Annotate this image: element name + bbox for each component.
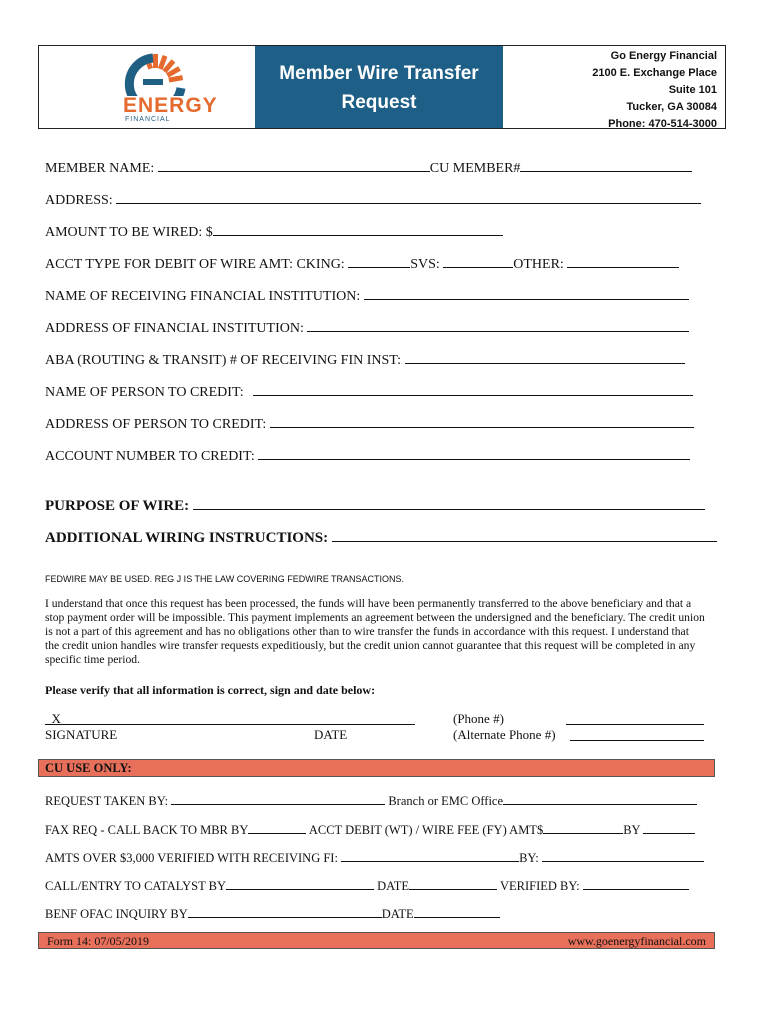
amts-over-label: AMTS OVER $3,000 VERIFIED WITH RECEIVING FI: [45, 851, 338, 865]
logo [39, 46, 255, 128]
member-name-input[interactable] [158, 158, 430, 172]
account-number-row [45, 446, 710, 465]
amount-label: AMOUNT TO BE WIRED: $ [45, 225, 213, 240]
member-name-label: MEMBER NAME: [45, 161, 155, 176]
address-label: ADDRESS: [45, 193, 113, 208]
address-row [45, 190, 710, 209]
form-title [255, 46, 503, 128]
x-mark: _X_ [45, 711, 68, 726]
member-name-row [45, 158, 710, 177]
logo-subtext: FINANCIAL [125, 116, 171, 123]
call-entry-input[interactable] [226, 876, 374, 890]
aba-label: ABA (ROUTING & TRANSIT) # OF RECEIVING FIN INST: [45, 353, 402, 368]
additional-label: ADDITIONAL WIRING INSTRUCTIONS: [45, 530, 329, 546]
purpose-label: PURPOSE OF WIRE: [45, 498, 190, 514]
person-name-row [45, 382, 710, 401]
address-line: Phone: 470-514-3000 [608, 118, 717, 130]
date-label: DATE [314, 727, 348, 742]
request-taken-label: REQUEST TAKEN BY: [45, 794, 169, 808]
receiving-fi-label: NAME OF RECEIVING FINANCIAL INSTITUTION: [45, 289, 361, 304]
amount-input[interactable] [213, 222, 503, 236]
cu-member-input[interactable] [520, 158, 692, 172]
benf-ofac-input[interactable] [188, 904, 382, 918]
person-address-row [45, 414, 710, 433]
request-taken-input[interactable] [171, 791, 385, 805]
person-name-input[interactable] [253, 382, 693, 396]
cu-use-heading: CU USE ONLY: [38, 759, 715, 777]
by-label: BY [623, 823, 641, 837]
call-date-input[interactable] [409, 876, 497, 890]
person-name-label: NAME OF PERSON TO CREDIT: [45, 385, 244, 400]
verified-by-input[interactable] [583, 876, 689, 890]
address-line: Tucker, GA 30084 [626, 101, 717, 113]
aba-input[interactable] [405, 350, 685, 364]
benf-ofac-label: BENF OFAC INQUIRY BY [45, 907, 188, 921]
cu-member-label: CU MEMBER# [429, 161, 521, 176]
person-address-input[interactable] [270, 414, 694, 428]
website-link[interactable]: www.goenergyfinancial.com [567, 934, 706, 948]
amts-over-row [45, 848, 704, 866]
amts-over-input[interactable] [341, 848, 519, 862]
fax-req-row [45, 820, 695, 838]
other-label: OTHER: [513, 257, 564, 272]
fax-req-input[interactable] [248, 820, 306, 834]
amount-row [45, 222, 710, 241]
account-number-label: ACCOUNT NUMBER TO CREDIT: [45, 449, 255, 464]
phone-input[interactable] [566, 711, 704, 725]
receiving-fi-input[interactable] [364, 286, 689, 300]
receiving-fi-row [45, 286, 710, 305]
benf-date-input[interactable] [414, 904, 500, 918]
aba-row [45, 350, 710, 369]
fedwire-note: FEDWIRE MAY BE USED. REG J IS THE LAW COVERING FEDWIRE TRANSACTIONS. [45, 574, 405, 584]
form-number: Form 14: 07/05/2019 [47, 934, 150, 948]
disclaimer-paragraph: I understand that once this request has been processed, the funds will have been permanently transferred to the above beneficiary and that a stop payment order will be impossible. This payment implements an agreement between the undersigned and the beneficiary. The credit union is not a part of this agreement and has no obligations other than to wire transfer the funds in accordance with this request. I understand that the credit union handles wire transfer requests expeditiously, but the credit union cannot guarantee that this request will be completed in any specific time period. [45, 597, 705, 666]
svs-input[interactable] [443, 254, 513, 268]
by-colon-label: BY: [519, 851, 539, 865]
fi-address-row [45, 318, 710, 337]
logo-word: ENERGY [123, 94, 218, 117]
benf-ofac-row [45, 904, 500, 922]
address-line: Go Energy Financial [610, 50, 717, 62]
verify-instruction: Please verify that all information is correct, sign and date below: [45, 683, 376, 697]
address-line: Suite 101 [668, 84, 717, 96]
additional-row [45, 528, 710, 546]
alt-phone-label: (Alternate Phone #) [453, 727, 556, 742]
title-line-1: Member Wire Transfer [279, 63, 479, 84]
verified-by-label: VERIFIED BY: [499, 879, 580, 893]
energy-logo-icon [83, 52, 223, 96]
company-address [503, 46, 725, 128]
date-label-cu: DATE [377, 879, 410, 893]
acct-debit-label: ACCT DEBIT (WT) / WIRE FEE (FY) AMT$ [308, 823, 544, 837]
purpose-row [45, 496, 710, 514]
additional-input[interactable] [332, 528, 717, 542]
title-line-2: Request [341, 92, 417, 113]
person-address-label: ADDRESS OF PERSON TO CREDIT: [45, 417, 267, 432]
call-entry-row [45, 876, 689, 894]
benf-date-label: DATE [381, 907, 414, 921]
footer-bar [38, 932, 715, 949]
alt-phone-input[interactable] [570, 727, 704, 741]
other-input[interactable] [567, 254, 679, 268]
acct-type-row [45, 254, 710, 273]
header-box [38, 45, 726, 129]
address-input[interactable] [116, 190, 701, 204]
signature-input[interactable] [45, 711, 415, 725]
by-input[interactable] [643, 820, 695, 834]
svs-label: SVS: [410, 257, 440, 272]
acct-debit-input[interactable] [543, 820, 623, 834]
signature-label: SIGNATURE [45, 727, 118, 742]
fi-address-label: ADDRESS OF FINANCIAL INSTITUTION: [45, 321, 304, 336]
fi-address-input[interactable] [307, 318, 689, 332]
fax-req-label: FAX REQ - CALL BACK TO MBR BY [45, 823, 249, 837]
request-taken-row [45, 791, 697, 809]
call-entry-label: CALL/ENTRY TO CATALYST BY [45, 879, 226, 893]
branch-input[interactable] [503, 791, 697, 805]
acct-type-label: ACCT TYPE FOR DEBIT OF WIRE AMT: CKING: [45, 257, 345, 272]
address-line: 2100 E. Exchange Place [592, 67, 717, 79]
purpose-input[interactable] [193, 496, 705, 510]
amts-by-input[interactable] [542, 848, 704, 862]
cking-input[interactable] [348, 254, 410, 268]
branch-label: Branch or EMC Office [388, 794, 504, 808]
phone-label: (Phone #) [453, 711, 504, 726]
account-number-input[interactable] [258, 446, 690, 460]
